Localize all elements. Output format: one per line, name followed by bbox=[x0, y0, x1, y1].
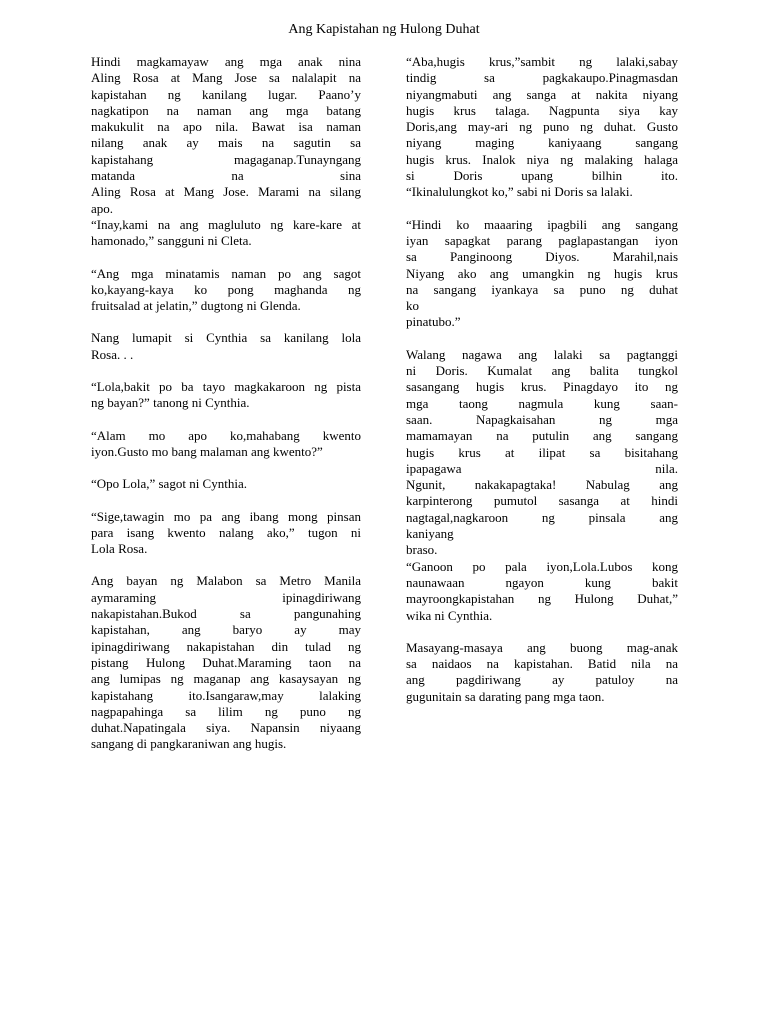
text-line: nagpapahinga sa lilim ng puno ng bbox=[91, 703, 361, 719]
text-line: na sangang iyankaya sa puno ng duhat bbox=[406, 281, 678, 297]
right-column bbox=[406, 54, 678, 721]
text-line: iyon.Gusto mo bang malaman ang kwento?” bbox=[91, 443, 323, 459]
text-line: Masayang-masaya ang buong mag-anak bbox=[406, 639, 678, 655]
paragraph bbox=[91, 379, 361, 412]
text-line: ni Doris. Kumalat ang balita tungkol bbox=[406, 363, 678, 379]
text-line: niyangmabuti ang sanga at nakita niyang bbox=[406, 86, 678, 102]
left-column bbox=[91, 54, 361, 769]
text-line: Aling Rosa at Mang Jose. Marami na silang bbox=[91, 184, 361, 200]
text-line: matanda na sina bbox=[91, 168, 361, 184]
paragraph bbox=[91, 266, 361, 315]
paragraph bbox=[406, 54, 678, 201]
text-line: kapistahan, ang baryo ay may bbox=[91, 622, 361, 638]
text-line: apo. bbox=[91, 200, 114, 216]
text-line: Walang nagawa ang lalaki sa pagtanggi bbox=[406, 346, 678, 362]
text-line: kaniyang bbox=[406, 526, 454, 542]
text-line: ang pagdiriwang ay patuloy na bbox=[406, 672, 678, 688]
text-line: ipinagdiriwang nakapistahan din tulad ng bbox=[91, 638, 361, 654]
text-line: iyan sapagkat parang paglapastangan iyon bbox=[406, 232, 678, 248]
text-line: si Doris upang bilhin ito. bbox=[406, 168, 678, 184]
text-line: ang lumipas ng maganap ang kasaysayan ng bbox=[91, 671, 361, 687]
text-line: “Ikinalulungkot ko,” sabi ni Doris sa lalaki. bbox=[406, 184, 633, 200]
paragraph bbox=[406, 217, 678, 331]
paragraph bbox=[406, 640, 678, 705]
text-line: kapistahang magaganap.Tunayngang bbox=[91, 151, 361, 167]
paragraph bbox=[91, 509, 361, 558]
text-line: Niyang ako ang umangkin ng hugis krus bbox=[406, 265, 678, 281]
text-line: nilang anak ay mais na sagutin sa bbox=[91, 135, 361, 151]
document-title: Ang Kapistahan ng Hulong Duhat bbox=[288, 22, 480, 37]
text-line: braso. bbox=[406, 542, 438, 558]
text-line: mga taong nagmula kung saan- bbox=[406, 395, 678, 411]
text-line: ko,kayang-kaya ko pong maghanda ng bbox=[91, 281, 361, 297]
paragraph bbox=[406, 347, 678, 624]
text-line: Hindi magkamayaw ang mga anak nina bbox=[91, 54, 361, 69]
paragraph bbox=[91, 476, 361, 492]
text-line: Aling Rosa at Mang Jose sa nalalapit na bbox=[91, 70, 361, 86]
text-line: mayroongkapistahan ng Hulong Duhat,” bbox=[406, 591, 678, 607]
text-line: mamamayan na putulin ang sangang bbox=[406, 428, 678, 444]
text-line: ng bayan?” tanong ni Cynthia. bbox=[91, 395, 250, 411]
paragraph bbox=[91, 428, 361, 461]
text-line: nagkatipon na naman ang mga batang bbox=[91, 102, 361, 118]
text-line: “Ang mga minatamis naman po ang sagot bbox=[91, 265, 361, 281]
text-line: sangang di pangkaraniwan ang hugis. bbox=[91, 736, 287, 752]
text-line: pistang Hulong Duhat.Maraming taon na bbox=[91, 654, 361, 670]
text-line: kapistahan ng kanilang lugar. Paano’y bbox=[91, 86, 361, 102]
text-line: duhat.Napatingala siya. Napansin niyaang bbox=[91, 720, 361, 736]
text-line: naunawaan ngayon kung bakit bbox=[406, 574, 678, 590]
text-line: “Ganoon po pala iyon,Lola.Lubos kong bbox=[406, 558, 678, 574]
text-line: Rosa. . . bbox=[91, 346, 134, 362]
text-line: “Hindi ko maaaring ipagbili ang sangang bbox=[406, 216, 678, 232]
text-line: para isang kwento nalang ako,” tugon ni bbox=[91, 524, 361, 540]
text-line: ko bbox=[406, 298, 419, 314]
text-line: sasangang hugis krus. Pinagdayo ito ng bbox=[406, 379, 678, 395]
paragraph bbox=[91, 330, 361, 363]
text-line: karpinterong pumutol sasanga at hindi bbox=[406, 493, 678, 509]
text-line: “Aba,hugis krus,”sambit ng lalaki,sabay bbox=[406, 54, 678, 69]
text-line: “Inay,kami na ang magluluto ng kare-kare at bbox=[91, 216, 361, 232]
text-line: sa Panginoong Diyos. Marahil,nais bbox=[406, 249, 678, 265]
text-line: hugis krus. Inalok niya ng malaking halaga bbox=[406, 151, 678, 167]
paragraph bbox=[91, 573, 361, 752]
text-line: niyang maging kaniyaang sangang bbox=[406, 135, 678, 151]
text-line: nakapistahan.Bukod sa pangunahing bbox=[91, 606, 361, 622]
text-line: Lola Rosa. bbox=[91, 541, 148, 557]
text-line: nagtagal,nagkaroon ng pinsala ang bbox=[406, 509, 678, 525]
text-line: wika ni Cynthia. bbox=[406, 607, 493, 623]
text-line: pinatubo.” bbox=[406, 314, 461, 330]
text-line: makukulit na apo nila. Bawat isa naman bbox=[91, 119, 361, 135]
text-line: kapistahang ito.Isangaraw,may lalaking bbox=[91, 687, 361, 703]
text-line: saan. Napagkaisahan ng mga bbox=[406, 411, 678, 427]
text-line: Ang bayan ng Malabon sa Metro Manila bbox=[91, 573, 361, 589]
text-line: Ngunit, nakakapagtaka! Nabulag ang bbox=[406, 477, 678, 493]
text-line: “Alam mo apo ko,mahabang kwento bbox=[91, 427, 361, 443]
text-line: “Sige,tawagin mo pa ang ibang mong pinsan bbox=[91, 508, 361, 524]
text-line: Doris,ang may-ari ng puno ng duhat. Gusto bbox=[406, 119, 678, 135]
text-line: hamonado,” sangguni ni Cleta. bbox=[91, 233, 252, 249]
text-line: sa naidaos na kapistahan. Batid nila na bbox=[406, 656, 678, 672]
text-line: hugis krus talaga. Nagpunta siya kay bbox=[406, 102, 678, 118]
text-line: gugunitain sa darating pang mga taon. bbox=[406, 688, 605, 704]
text-line: Nang lumapit si Cynthia sa kanilang lola bbox=[91, 330, 361, 346]
text-line: “Lola,bakit po ba tayo magkakaroon ng pista bbox=[91, 379, 361, 395]
text-line: “Opo Lola,” sagot ni Cynthia. bbox=[91, 476, 247, 492]
text-line: ipapagawa nila. bbox=[406, 460, 678, 476]
text-line: hugis krus at ilipat sa bisitahang bbox=[406, 444, 678, 460]
paragraph bbox=[91, 54, 361, 250]
text-line: fruitsalad at jelatin,” dugtong ni Glenda. bbox=[91, 298, 301, 314]
text-line: aymaraming ipinagdiriwang bbox=[91, 589, 361, 605]
text-line: tindig sa pagkakaupo.Pinagmasdan bbox=[406, 70, 678, 86]
